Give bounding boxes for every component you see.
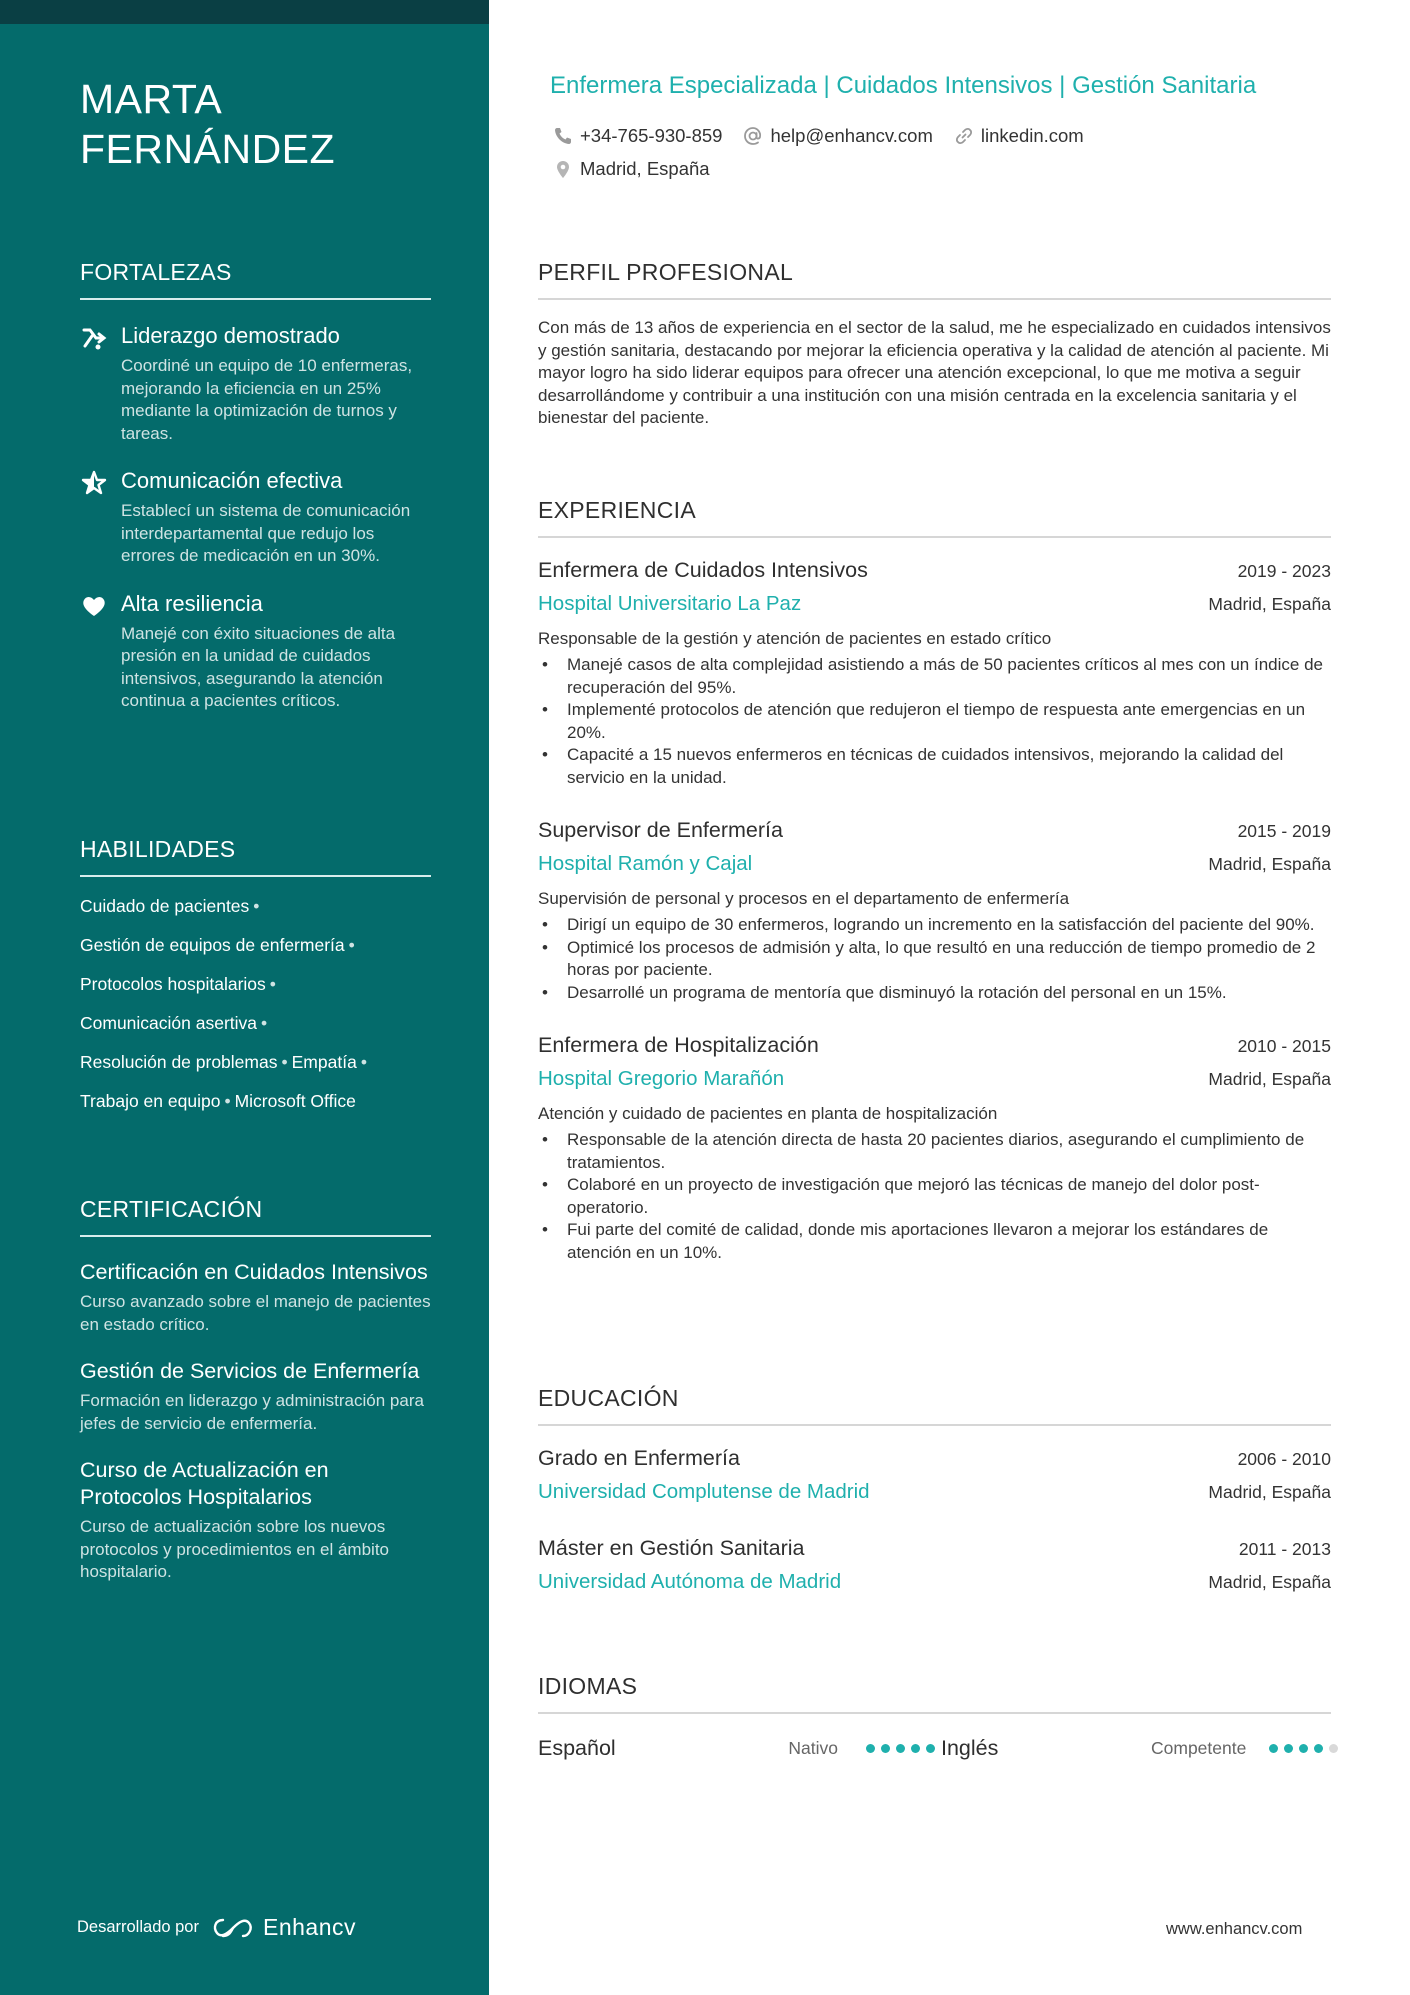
- job-dates: 2010 - 2015: [1237, 1036, 1331, 1056]
- degree-title: Máster en Gestión Sanitaria: [538, 1536, 805, 1560]
- strength-title: Comunicación efectiva: [121, 468, 343, 493]
- job-location: Madrid, España: [1208, 854, 1331, 874]
- skills-row: Cuidado de pacientes •: [80, 896, 260, 916]
- profile-summary: Con más de 13 años de experiencia en el sector de la salud, me he especializado en cuidados intensivos y gestión sanitaria, destacando por mejorar la eficiencia operativa y la calidad de atención al paciente. Mi mayor logro ha sido liderar equipos para ofrecer una atención excepcional, lo que me motiva a seguir desarrollándome y contribuir a una institución con una misión centrada en la excelencia sanitaria y el bienestar del paciente.: [538, 318, 1331, 427]
- job-entry: [538, 1033, 1331, 1264]
- strengths-heading: FORTALEZAS: [80, 259, 431, 300]
- phone-number: +34-765-930-859: [580, 125, 723, 146]
- language-level: Nativo: [788, 1737, 838, 1758]
- first-name: MARTA: [80, 76, 223, 122]
- certifications-heading: CERTIFICACIÓN: [80, 1196, 431, 1237]
- job-company: Hospital Universitario La Paz: [538, 592, 802, 615]
- job-bullet: • Desarrollé un programa de mentoría que disminuyó la rotación del personal en un 15%.: [538, 982, 1331, 1005]
- rating-dot-filled: [926, 1744, 935, 1753]
- last-name: FERNÁNDEZ: [80, 126, 336, 172]
- certification-title: Certificación en Cuidados Intensivos: [80, 1260, 428, 1284]
- rating-dot-filled: [1269, 1744, 1278, 1753]
- skill-tag: Protocolos hospitalarios: [80, 974, 266, 994]
- certification-item: [80, 1457, 431, 1584]
- rating-dot-filled: [881, 1744, 890, 1753]
- sidebar-top-bar: [0, 0, 489, 24]
- at-sign-icon: [742, 125, 764, 147]
- skills-row: Trabajo en equipo • Microsoft Office: [80, 1091, 356, 1111]
- job-bullet: • Optimicé los procesos de admisión y alta, lo que resultó en una reducción de tiempo promedio de 2 horas por paciente.: [538, 937, 1331, 982]
- job-description: Atención y cuidado de pacientes en planta de hospitalización: [538, 1104, 998, 1123]
- languages-heading: IDIOMAS: [538, 1673, 1331, 1714]
- skill-tag: Comunicación asertiva: [80, 1013, 258, 1033]
- strength-description: Manejé con éxito situaciones de alta presión en la unidad de cuidados intensivos, asegurando la atención continua a pacientes críticos.: [121, 623, 396, 710]
- contact-row: [552, 156, 1312, 182]
- skills-section: [80, 836, 431, 1129]
- certification-description: Curso de actualización sobre los nuevos protocolos y procedimientos en el ámbito hospitalario.: [80, 1517, 389, 1581]
- skills-row: Resolución de problemas • Empatía •: [80, 1052, 367, 1072]
- certification-description: Curso avanzado sobre el manejo de pacientes en estado crítico.: [80, 1292, 431, 1334]
- skills-row: Comunicación asertiva •: [80, 1013, 268, 1033]
- job-location: Madrid, España: [1208, 594, 1331, 614]
- job-bullet: • Responsable de la atención directa de hasta 20 pacientes diarios, asegurando el cumplimiento de tratamientos.: [538, 1129, 1331, 1174]
- job-bullets: [538, 1129, 1331, 1264]
- certifications-section: [80, 1196, 431, 1584]
- education-location: Madrid, España: [1208, 1572, 1331, 1592]
- degree-title: Grado en Enfermería: [538, 1446, 740, 1470]
- strengths-section: [80, 259, 431, 713]
- professional-tagline: Enfermera Especializada | Cuidados Intensivos | Gestión Sanitaria: [550, 72, 1257, 99]
- sidebar: [0, 0, 489, 1995]
- strength-title: Liderazgo demostrado: [121, 323, 340, 348]
- skill-tag: Resolución de problemas: [80, 1052, 278, 1072]
- education-dates: 2011 - 2013: [1238, 1539, 1331, 1559]
- education-entry: [538, 1446, 1331, 1504]
- skill-tag: Gestión de equipos de enfermería: [80, 935, 345, 955]
- strength-item: [80, 467, 431, 568]
- website-contact[interactable]: [953, 125, 1084, 147]
- website-url: linkedin.com: [980, 125, 1084, 146]
- education-entry: [538, 1536, 1331, 1594]
- skill-tag: Empatía: [291, 1052, 357, 1072]
- school-name: Universidad Autónoma de Madrid: [538, 1570, 842, 1593]
- location-pin-icon: [552, 158, 574, 180]
- school-name: Universidad Complutense de Madrid: [538, 1480, 870, 1503]
- certification-item: [80, 1259, 431, 1336]
- link-icon: [953, 125, 975, 147]
- skills-heading: HABILIDADES: [80, 836, 431, 877]
- job-bullet: • Manejé casos de alta complejidad asistiendo a más de 50 pacientes críticos al mes con un índice de recuperación del 95%.: [538, 654, 1331, 699]
- education-location: Madrid, España: [1208, 1482, 1331, 1502]
- job-company: Hospital Ramón y Cajal: [538, 852, 753, 875]
- strength-title: Alta resiliencia: [121, 590, 263, 616]
- language-rating: [866, 1744, 941, 1753]
- star-icon: [80, 469, 108, 497]
- contact-row: [552, 123, 1312, 149]
- language-level: Competente: [1151, 1737, 1247, 1758]
- footer-website[interactable]: www.enhancv.com: [1166, 1920, 1303, 1938]
- education-section: [538, 1385, 1331, 1594]
- education-heading: EDUCACIÓN: [538, 1385, 1331, 1426]
- skill-tag: Trabajo en equipo: [80, 1091, 221, 1111]
- language-name: Inglés: [941, 1735, 999, 1760]
- experience-heading: EXPERIENCIA: [538, 497, 1331, 538]
- languages-row: [538, 1734, 1331, 1762]
- job-location: Madrid, España: [1208, 1069, 1331, 1089]
- experience-section: [538, 497, 1331, 1264]
- job-entry: [538, 558, 1331, 789]
- rating-dot-filled: [1284, 1744, 1293, 1753]
- rating-dot-filled: [896, 1744, 905, 1753]
- job-description: Supervisión de personal y procesos en el departamento de enfermería: [538, 889, 1070, 908]
- languages-section: [538, 1673, 1331, 1762]
- job-bullets: [538, 654, 1331, 789]
- language-item: [941, 1736, 1344, 1761]
- strength-description: Establecí un sistema de comunicación interdepartamental que redujo los errores de medicación en un 30%.: [121, 501, 411, 565]
- job-company: Hospital Gregorio Marañón: [538, 1067, 785, 1090]
- job-title: Enfermera de Cuidados Intensivos: [538, 558, 868, 582]
- skills-row: Protocolos hospitalarios •: [80, 974, 276, 994]
- job-bullet: • Dirigí un equipo de 30 enfermeros, logrando un incremento en la satisfacción del paciente del 90%.: [538, 914, 1331, 937]
- skills-list: [80, 895, 431, 1112]
- certification-description: Formación en liderazgo y administración para jefes de servicio de enfermería.: [80, 1391, 424, 1433]
- rating-dot-empty: [1329, 1744, 1338, 1753]
- email-address: help@enhancv.com: [770, 125, 933, 146]
- language-name: Español: [538, 1735, 616, 1760]
- phone-contact[interactable]: [552, 125, 722, 147]
- strength-item: [80, 590, 431, 713]
- job-bullet: • Colaboré en un proyecto de investigación que mejoró las técnicas de manejo del dolor post-operatorio.: [538, 1174, 1331, 1219]
- job-bullet: • Implementé protocolos de atención que redujeron el tiempo de respuesta ante emergencias en un 20%.: [538, 699, 1331, 744]
- profile-heading: PERFIL PROFESIONAL: [538, 259, 1331, 300]
- skill-tag: Cuidado de pacientes: [80, 896, 250, 916]
- footer-credit: [77, 1914, 356, 1941]
- enhancv-logo-icon: [211, 1916, 255, 1940]
- certification-item: [80, 1358, 431, 1435]
- language-item: [538, 1736, 941, 1761]
- candidate-name: [80, 74, 460, 174]
- rating-dot-filled: [911, 1744, 920, 1753]
- enhancv-brand: Enhancv: [262, 1914, 356, 1940]
- rating-dot-filled: [1299, 1744, 1308, 1753]
- education-dates: 2006 - 2010: [1237, 1449, 1331, 1469]
- job-entry: [538, 818, 1331, 1004]
- job-dates: 2019 - 2023: [1237, 561, 1331, 581]
- strength-item: [80, 322, 431, 445]
- enhancv-logo[interactable]: [211, 1914, 356, 1941]
- strength-description: Coordiné un equipo de 10 enfermeras, mejorando la eficiencia en un 25% mediante la optimización de turnos y tareas.: [121, 356, 413, 443]
- skill-tag: Microsoft Office: [234, 1091, 356, 1111]
- job-title: Supervisor de Enfermería: [538, 818, 783, 842]
- contact-info: [552, 123, 1312, 189]
- email-contact[interactable]: [742, 125, 932, 147]
- leadership-icon: [80, 324, 108, 352]
- job-description: Responsable de la gestión y atención de pacientes en estado crítico: [538, 629, 1052, 648]
- location-text: Madrid, España: [580, 158, 710, 179]
- language-rating: [1269, 1744, 1344, 1753]
- job-dates: 2015 - 2019: [1237, 821, 1331, 841]
- location-contact: [552, 158, 710, 180]
- skills-row: Gestión de equipos de enfermería •: [80, 935, 355, 955]
- certification-title: Gestión de Servicios de Enfermería: [80, 1359, 420, 1383]
- job-bullets: [538, 914, 1331, 1004]
- job-title: Enfermera de Hospitalización: [538, 1033, 819, 1057]
- heart-icon: [80, 592, 108, 620]
- job-bullet: • Capacité a 15 nuevos enfermeros en técnicas de cuidados intensivos, mejorando la calidad del servicio en la unidad.: [538, 744, 1331, 789]
- certification-title: Curso de Actualización en Protocolos Hospitalarios: [80, 1458, 329, 1509]
- phone-icon: [552, 125, 574, 147]
- job-bullet: • Fui parte del comité de calidad, donde mis aportaciones llevaron a mejorar los estándares de atención en un 10%.: [538, 1219, 1331, 1264]
- rating-dot-filled: [1314, 1744, 1323, 1753]
- profile-section: [538, 259, 1331, 430]
- rating-dot-filled: [866, 1744, 875, 1753]
- credit-text: Desarrollado por: [77, 1918, 199, 1936]
